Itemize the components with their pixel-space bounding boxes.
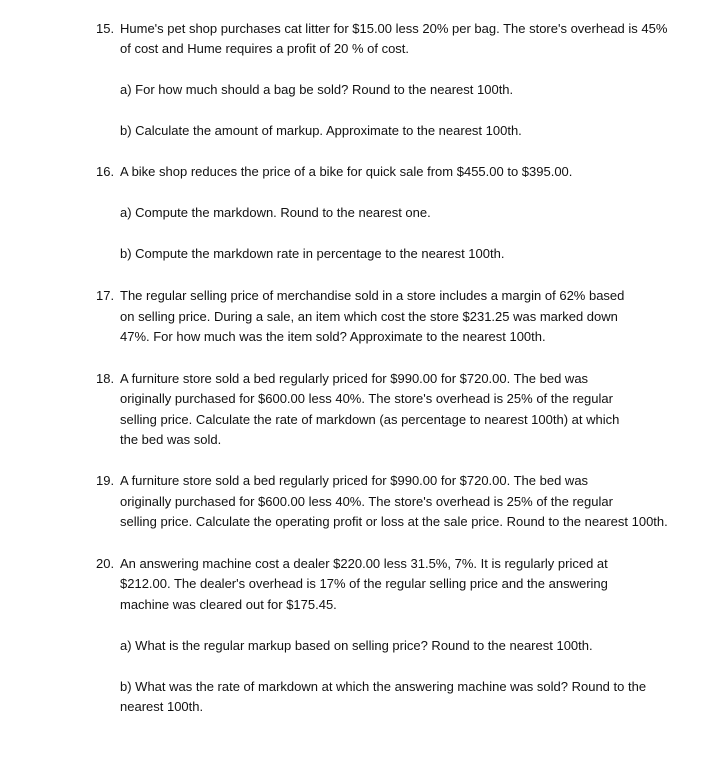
question-18-line-4: the bed was sold. (120, 432, 222, 447)
question-20-line-3: machine was cleared out for $175.45. (120, 597, 337, 612)
question-19-number: 19. (96, 473, 115, 488)
question-18-number: 18. (96, 371, 115, 386)
question-17-line-3: 47%. For how much was the item sold? Approximate to the nearest 100th. (120, 329, 546, 344)
question-20-line-2: $212.00. The dealer's overhead is 17% of the regular selling price and the answering (120, 576, 608, 591)
question-20-line-1: An answering machine cost a dealer $220.00 less 31.5%, 7%. It is regularly priced at (120, 556, 608, 571)
question-16-number: 16. (96, 164, 115, 179)
question-18-line-3: selling price. Calculate the rate of markdown (as percentage to nearest 100th) at which (120, 412, 620, 427)
question-18-line-2: originally purchased for $600.00 less 40%. The store's overhead is 25% of the regular (120, 391, 613, 406)
question-15-number: 15. (96, 21, 115, 36)
question-20-part-b-line-1: b) What was the rate of markdown at which the answering machine was sold? Round to the (120, 679, 647, 694)
question-19-line-1: A furniture store sold a bed regularly priced for $990.00 for $720.00. The bed was (120, 473, 589, 488)
question-17-line-2: on selling price. During a sale, an item which cost the store $231.25 was marked down (120, 309, 618, 324)
question-16-part-b: b) Compute the markdown rate in percentage to the nearest 100th. (120, 246, 505, 261)
question-15-line-2: of cost and Hume requires a profit of 20 % of cost. (120, 41, 410, 56)
question-15-part-b: b) Calculate the amount of markup. Approximate to the nearest 100th. (120, 123, 522, 138)
question-20-part-a: a) What is the regular markup based on selling price? Round to the nearest 100th. (120, 638, 593, 653)
question-18-line-1: A furniture store sold a bed regularly priced for $990.00 for $720.00. The bed was (120, 371, 589, 386)
question-19-line-2: originally purchased for $600.00 less 40%. The store's overhead is 25% of the regular (120, 494, 613, 509)
question-16-line-1: A bike shop reduces the price of a bike for quick sale from $455.00 to $395.00. (120, 164, 573, 179)
question-20-part-b-line-2: nearest 100th. (120, 699, 204, 714)
question-17-line-1: The regular selling price of merchandise sold in a store includes a margin of 62% based (120, 288, 625, 303)
question-20-number: 20. (96, 556, 115, 571)
question-17-number: 17. (96, 288, 115, 303)
question-16-part-a: a) Compute the markdown. Round to the nearest one. (120, 205, 431, 220)
question-19-line-3: selling price. Calculate the operating profit or loss at the sale price. Round to the nearest 100th. (120, 514, 668, 529)
question-15-part-a: a) For how much should a bag be sold? Round to the nearest 100th. (120, 82, 514, 97)
question-15-line-1: Hume's pet shop purchases cat litter for $15.00 less 20% per bag. The store's overhead is 45% (120, 21, 668, 36)
